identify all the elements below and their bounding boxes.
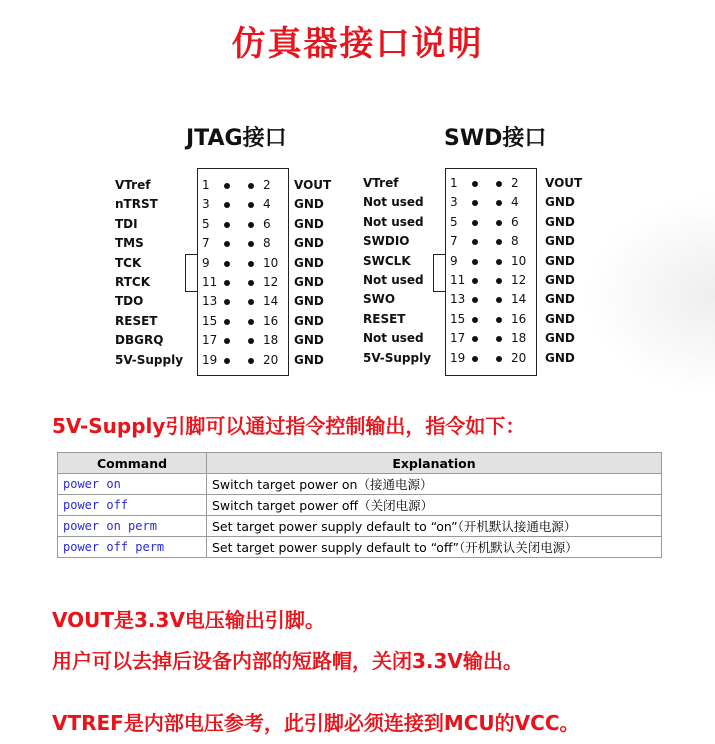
pin-dot — [472, 278, 478, 284]
pin-dot — [496, 317, 502, 323]
command-cell: power on — [58, 474, 207, 495]
pin-dot — [224, 358, 230, 364]
left-signal-label: Not used — [363, 195, 424, 210]
right-signal-label: GND — [294, 294, 324, 309]
pin-dot — [496, 181, 502, 187]
right-signal-label: GND — [545, 234, 575, 249]
swd-title: SWD接口 — [444, 126, 547, 151]
vout-note: VOUT是3.3V电压输出引脚。 — [52, 608, 325, 632]
odd-pin-number: 15 — [450, 311, 466, 326]
odd-pin-number: 13 — [450, 292, 466, 307]
left-signal-label: VTref — [115, 178, 151, 192]
explanation-cell: Set target power supply default to “on”（开机默认接通电源） — [207, 516, 662, 537]
even-pin-number: 14 — [511, 292, 527, 307]
pin-dot — [472, 356, 478, 362]
even-pin-number: 20 — [511, 350, 527, 365]
pin-dot — [248, 222, 254, 228]
pin-dot — [224, 280, 230, 286]
even-pin-number: 6 — [263, 216, 271, 231]
right-signal-label: GND — [545, 350, 575, 365]
table-row — [58, 495, 662, 516]
command-cell: power off — [58, 495, 207, 516]
command-header: Command — [58, 453, 207, 474]
vtref-note: VTREF是内部电压参考，此引脚必须连接到MCU的VCC。 — [52, 711, 580, 735]
pin-dot — [248, 280, 254, 286]
right-signal-label: GND — [294, 197, 324, 212]
command-cell: power on perm — [58, 516, 207, 537]
odd-pin-number: 5 — [202, 216, 210, 231]
pin-dot — [224, 319, 230, 325]
explanation-cell: Set target power supply default to “off”（开机默认关闭电源） — [207, 537, 662, 558]
odd-pin-number: 11 — [450, 273, 466, 287]
left-signal-label: nTRST — [115, 197, 158, 212]
even-pin-number: 18 — [511, 331, 527, 346]
odd-pin-number: 1 — [202, 178, 210, 192]
even-pin-number: 10 — [263, 255, 279, 270]
odd-pin-number: 15 — [202, 313, 218, 328]
left-signal-label: RTCK — [115, 275, 150, 289]
background-shadow — [585, 195, 715, 395]
left-signal-label: VTref — [363, 176, 399, 190]
pin-dot — [472, 181, 478, 187]
even-pin-number: 12 — [511, 273, 527, 287]
even-pin-number: 20 — [263, 352, 279, 367]
odd-pin-number: 9 — [202, 255, 210, 270]
even-pin-number: 14 — [263, 294, 279, 309]
command-cell: power off perm — [58, 537, 207, 558]
odd-pin-number: 1 — [450, 176, 458, 190]
left-signal-label: TCK — [115, 255, 142, 270]
right-signal-label: GND — [545, 273, 575, 287]
left-signal-label: SWDIO — [363, 234, 410, 249]
explanation-cell: Switch target power on（接通电源） — [207, 474, 662, 495]
pin-dot — [496, 259, 502, 265]
odd-pin-number: 17 — [450, 331, 466, 346]
even-pin-number: 10 — [511, 253, 527, 268]
explanation-header: Explanation — [207, 453, 662, 474]
even-pin-number: 2 — [511, 176, 519, 190]
right-signal-label: GND — [545, 195, 575, 210]
supply-note: 5V-Supply引脚可以通过指令控制输出，指令如下： — [52, 414, 526, 438]
left-signal-label: TMS — [115, 236, 144, 251]
left-signal-label: SWO — [363, 292, 396, 307]
right-signal-label: VOUT — [294, 178, 332, 192]
right-signal-label: GND — [545, 292, 575, 307]
page-title: 仿真器接口说明 — [231, 24, 484, 64]
odd-pin-number: 5 — [450, 214, 458, 229]
odd-pin-number: 7 — [450, 234, 458, 249]
even-pin-number: 8 — [511, 234, 519, 249]
even-pin-number: 8 — [263, 236, 271, 251]
pin-dot — [248, 319, 254, 325]
pin-dot — [248, 261, 254, 267]
right-signal-label: GND — [294, 236, 324, 251]
pin-dot — [472, 259, 478, 265]
pin-dot — [472, 220, 478, 226]
odd-pin-number: 3 — [202, 197, 210, 212]
pin-dot — [224, 183, 230, 189]
left-signal-label: Not used — [363, 273, 424, 287]
command-table — [57, 452, 662, 558]
jtag-title: JTAG接口 — [186, 126, 287, 151]
right-signal-label: VOUT — [545, 176, 583, 190]
even-pin-number: 16 — [511, 311, 527, 326]
left-signal-label: RESET — [363, 311, 406, 326]
odd-pin-number: 7 — [202, 236, 210, 251]
pin-dot — [224, 222, 230, 228]
pin-dot — [496, 220, 502, 226]
pin-dot — [248, 358, 254, 364]
left-signal-label: RESET — [115, 313, 158, 328]
odd-pin-number: 9 — [450, 253, 458, 268]
pin-dot — [224, 261, 230, 267]
odd-pin-number: 13 — [202, 294, 218, 309]
odd-pin-number: 3 — [450, 195, 458, 210]
pin-dot — [496, 356, 502, 362]
odd-pin-number: 19 — [202, 352, 218, 367]
left-signal-label: SWCLK — [363, 253, 411, 268]
shortcap-note: 用户可以去掉后设备内部的短路帽，关闭3.3V输出。 — [52, 649, 523, 673]
pin-dot — [496, 278, 502, 284]
left-signal-label: DBGRQ — [115, 333, 164, 348]
even-pin-number: 16 — [263, 313, 279, 328]
odd-pin-number: 19 — [450, 350, 466, 365]
right-signal-label: GND — [545, 214, 575, 229]
even-pin-number: 18 — [263, 333, 279, 348]
right-signal-label: GND — [294, 255, 324, 270]
right-signal-label: GND — [294, 352, 324, 367]
right-signal-label: GND — [545, 331, 575, 346]
left-signal-label: Not used — [363, 214, 424, 229]
table-row — [58, 516, 662, 537]
odd-pin-number: 17 — [202, 333, 218, 348]
pin-dot — [248, 183, 254, 189]
left-signal-label: 5V-Supply — [363, 350, 432, 365]
even-pin-number: 12 — [263, 275, 279, 289]
right-signal-label: GND — [294, 216, 324, 231]
even-pin-number: 2 — [263, 178, 271, 192]
odd-pin-number: 11 — [202, 275, 218, 289]
table-row — [58, 474, 662, 495]
right-signal-label: GND — [294, 333, 324, 348]
right-signal-label: GND — [294, 313, 324, 328]
right-signal-label: GND — [545, 253, 575, 268]
left-signal-label: 5V-Supply — [115, 352, 184, 367]
left-signal-label: TDI — [115, 216, 138, 231]
explanation-cell: Switch target power off（关闭电源） — [207, 495, 662, 516]
even-pin-number: 4 — [511, 195, 519, 210]
even-pin-number: 6 — [511, 214, 519, 229]
right-signal-label: GND — [545, 311, 575, 326]
table-row — [58, 537, 662, 558]
left-signal-label: Not used — [363, 331, 424, 346]
pin-dot — [472, 317, 478, 323]
even-pin-number: 4 — [263, 197, 271, 212]
right-signal-label: GND — [294, 275, 324, 289]
left-signal-label: TDO — [115, 294, 144, 309]
